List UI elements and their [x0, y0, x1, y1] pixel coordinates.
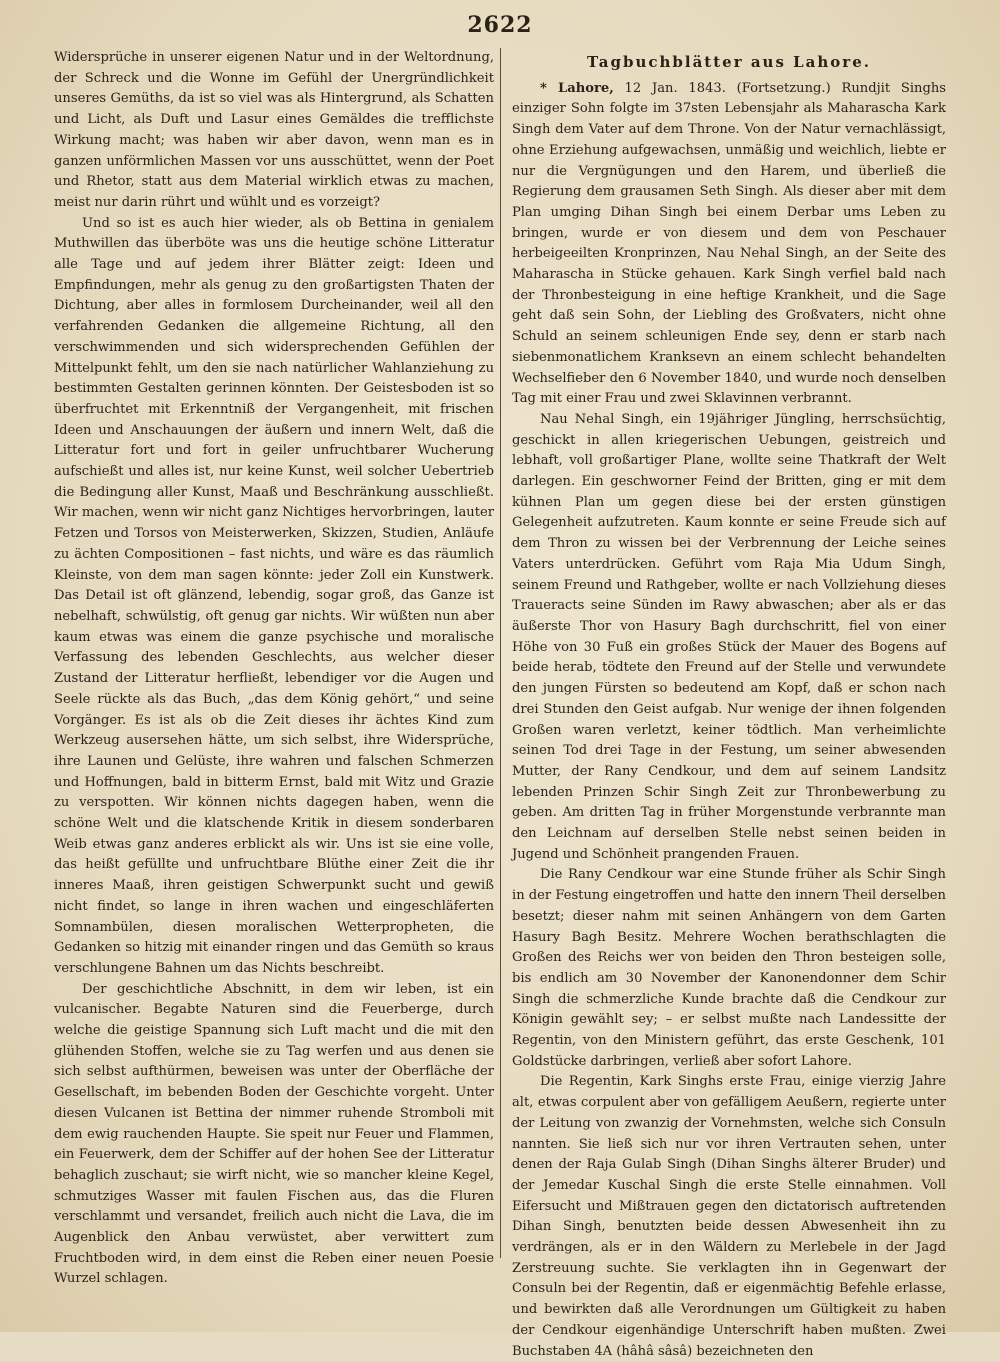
dateline: * Lahore,	[540, 80, 614, 96]
column-divider	[500, 48, 501, 1258]
paragraph: Nau Nehal Singh, ein 19jähriger Jüngling, herrschsüchtig, geschickt in allen kriegerischen Uebungen, geistreich und lebhaft, voll großartiger Plane, wollte seine Thatkraft der Welt darlegen. Ein geschworner Feind der Britten, ging er mit dem kühnen Plan um gegen diese bei der ersten günstigen Gelegenheit aufzutreten. Kaum konnte er seine Freude sich auf dem Thron zu wissen bei der Verbrennung der Leiche seines Vaters unterdrücken. Geführt vom Raja Mia Udum Singh, seinem Freund und Rathgeber, wollte er nach Vollziehung dieses Traueracts seine Sünden im Rawy abwaschen; aber als er das äußerste Thor von Hasury Bagh durchschritt, fiel von einer Höhe von 30 Fuß ein großes Stück der Mauer des Bogens auf beide herab, tödtete den Freund auf der Stelle und verwundete den jungen Fürsten so bedeutend am Kopf, daß er schon nach drei Stunden den Geist aufgab. Nur wenige der ihnen folgenden Großen waren verletzt, keiner tödtlich. Man verheimlichte seinen Tod drei Tage in der Festung, um seiner abwesenden Mutter, der Rany Cendkour, und dem auf seinem Landsitz lebenden Prinzen Schir Singh Zeit zur Thronbewerbung zu geben. Am dritten Tag in früher Morgenstunde verbrannte man den Leichnam auf derselben Stelle nebst seinen beiden in Jugend und Schönheit prangenden Frauen.	[512, 411, 946, 862]
article-heading: Tagbuchblätter aus Lahore.	[587, 53, 871, 71]
right-column	[512, 48, 946, 1362]
paragraph: Der geschichtliche Abschnitt, in dem wir leben, ist ein vulcanischer. Begabte Naturen sind die Feuerberge, durch welche die geistige Spannung sich Luft macht und die mit den glühenden Stoffen, welche sie zu Tag werfen und aus denen sie sich selbst aufthürmen, beweisen was unter der Oberfläche der Gesellschaft, im bebenden Boden der Geschichte vorgeht. Unter diesen Vulcanen ist Bettina der nimmer ruhende Stromboli mit dem ewig rauchenden Haupte. Sie speit nur Feuer und Flammen, ein Feuerwerk, dem der Schiffer auf der hohen See der Litteratur behaglich zuschaut; sie wirft nicht, wie so mancher kleine Kegel, schmutziges Wasser mit faulen Fischen aus, das die Fluren verschlammt und versandet, freilich auch nicht die Lava, die im Augenblick den Anbau verwüstet, aber verwittert zum Fruchtboden wird, in dem einst die Reben einer neuen Poesie Wurzel schlagen.	[54, 981, 494, 1287]
page-number: 2622	[467, 12, 533, 38]
paragraph: Die Regentin, Kark Singhs erste Frau, einige vierzig Jahre alt, etwas corpulent aber von gefälligem Aeußern, regierte unter der Leitung von zwanzig der Vornehmsten, welche sich Consuln nannten. Sie ließ sich nur vor ihren Vertrauten sehen, unter denen der Raja Gulab Singh (Dihan Singhs älterer Bruder) und der Jemedar Kuschal Singh die erste Stelle einnahmen. Voll Eifersucht und Mißtrauen gegen den dictatorisch auftretenden Dihan Singh, benutzten beide dessen Abwesenheit ihn zu verdrängen, als er in den Wäldern zu Merlebele in der Jagd Zerstreuung suchte. Sie verklagten ihn in Gegenwart der Consuln bei der Regentin, daß er eigenmächtig Befehle erlasse, und bewirkten daß alle Verordnungen um Gültigkeit zu haben der Cendkour eigenhändige Unterschrift haben mußten. Zwei Buchstaben 4A (hâhâ sâsâ) bezeichneten den	[512, 1074, 946, 1359]
left-column	[54, 48, 494, 1290]
paragraph: Und so ist es auch hier wieder, als ob Bettina in genialem Muthwillen das überböte was uns die heutige schöne Litteratur alle Tage und auf jedem ihrer Blätter zeigt: Ideen und Empfindungen, mehr als genug zu den großartigsten Thaten der Dichtung, aber alles in formlosem Durcheinander, weil all den verfahrenden Gedanken die allgemeine Richtung, all den verschwimmenden und sich widersprechenden Gefühlen der Mittelpunkt fehlt, um den sie nach natürlicher Wahlanziehung zu bestimmten Gestalten gerinnen könnten. Der Geistesboden ist so überfruchtet mit Erkenntniß der Vergangenheit, mit frischen Ideen und Anschauungen der äußern und innern Welt, daß die Litteratur fort und fort in geiler unfruchtbarer Wucherung aufschießt und alles ist, nur keine Kunst, weil solcher Uebertrieb die Bedingung aller Kunst, Maaß und Beschränkung ausschließt. Wir machen, wenn wir nicht ganz Nichtiges hervorbringen, lauter Fetzen und Torsos von Meisterwerken, Skizzen, Studien, Anläufe zu ächten Compositionen – fast nichts, und wäre es das räumlich Kleinste, von dem man sagen könnte: jeder Zoll ein Kunstwerk. Das Detail ist oft glänzend, lebendig, sogar groß, das Ganze ist nebelhaft, schwülstig, oft genug gar nichts. Wir wüßten nun aber kaum etwas was einem die ganze psychische und moralische Verfassung des lebenden Geschlechts, aus welcher dieser Zustand der Litteratur herfließt, lebendiger vor die Augen und Seele rückte als das Buch, „das dem König gehört,“ und seine Vorgänger. Es ist als ob die Zeit dieses ihr ächtes Kind zum Werkzeug ausersehen hätte, um sich selbst, ihre Widersprüche, ihre Launen und Gelüste, ihre wahren und falschen Schmerzen und Hoffnungen, bald in bitterm Ernst, bald mit Witz und Grazie zu verspotten. Wir können nichts dagegen haben, wenn die schöne Welt und die klatschende Kritik in diesem sonderbaren Weib etwas ganz anderes erblickt als wir. Uns ist sie eine volle, das heißt gefüllte und unfruchtbare Blüthe einer Zeit die ihr inneres Maaß, ihren geistigen Schwerpunkt sucht und gewiß nicht findet, so lange in ihren wachen und eingeschläferten Somnambülen, diesen moralischen Wetterpropheten, die Gedanken so hitzig mit einander ringen und das Gemüth so kraus verschlungene Bahnen um das Nichts beschreibt.	[54, 215, 494, 976]
paragraph: Die Rany Cendkour war eine Stunde früher als Schir Singh in der Festung eingetroffen und hatte den innern Theil derselben besetzt; dieser nahm mit seinen Anhängern von dem Garten Hasury Bagh Besitz. Mehrere Wochen berathschlagten die Großen des Reichs wer von beiden den Thron besteigen solle, bis endlich am 30 November der Kanonendonner dem Schir Singh die schmerzliche Kunde brachte daß die Cendkour zur Königin gewählt sey; – er selbst mußte nach Landessitte der Regentin, von den Ministern geführt, das erste Geschenk, 101 Goldstücke darbringen, verließ aber sofort Lahore.	[512, 867, 946, 1069]
paragraph: 12 Jan. 1843. (Fortsetzung.) Rundjit Singhs einziger Sohn folgte im 37sten Lebensjahr als Maharascha Kark Singh dem Vater auf dem Throne. Von der Natur vernachlässigt, ohne Erziehung aufgewachsen, unmäßig und weichlich, liebte er nur die Vergnügungen und den Harem, und überließ die Regierung dem grausamen Seth Singh. Als dieser aber mit dem Plan umging Dihan Singh bei einem Derbar ums Leben zu bringen, wurde er von diesem und dem von Peschauer herbeigeeilten Kronprinzen, Nau Nehal Singh, an der Seite des Maharascha in Stücke gehauen. Kark Singh verfiel bald nach der Thronbesteigung in eine heftige Krankheit, und die Sage geht daß sein Sohn, der Liebling des Großvaters, nicht ohne Schuld an seinem schleunigen Ende sey, denn er starb nach siebenmonatlichem Kranksevn an einem schlecht behandelten Wechselfieber den 6 November 1840, und wurde noch denselben Tag mit einer Frau und zwei Sklavinnen verbrannt.	[512, 80, 946, 407]
paragraph: Widersprüche in unserer eigenen Natur und in der Weltordnung, der Schreck und die Wonne im Gefühl der Unergründlichkeit unseres Gemüths, da ist so viel was als Hintergrund, als Schatten und Licht, als Duft und Lasur eines Gemäldes die trefflichste Wirkung macht; was haben wir aber davon, wenn man es in ganzen unförmlichen Massen vor uns ausschüttet, wenn der Poet und Rhetor, statt aus dem Material wirklich etwas zu machen, meist nur darin rührt und wühlt und es vorzeigt?	[54, 50, 494, 210]
